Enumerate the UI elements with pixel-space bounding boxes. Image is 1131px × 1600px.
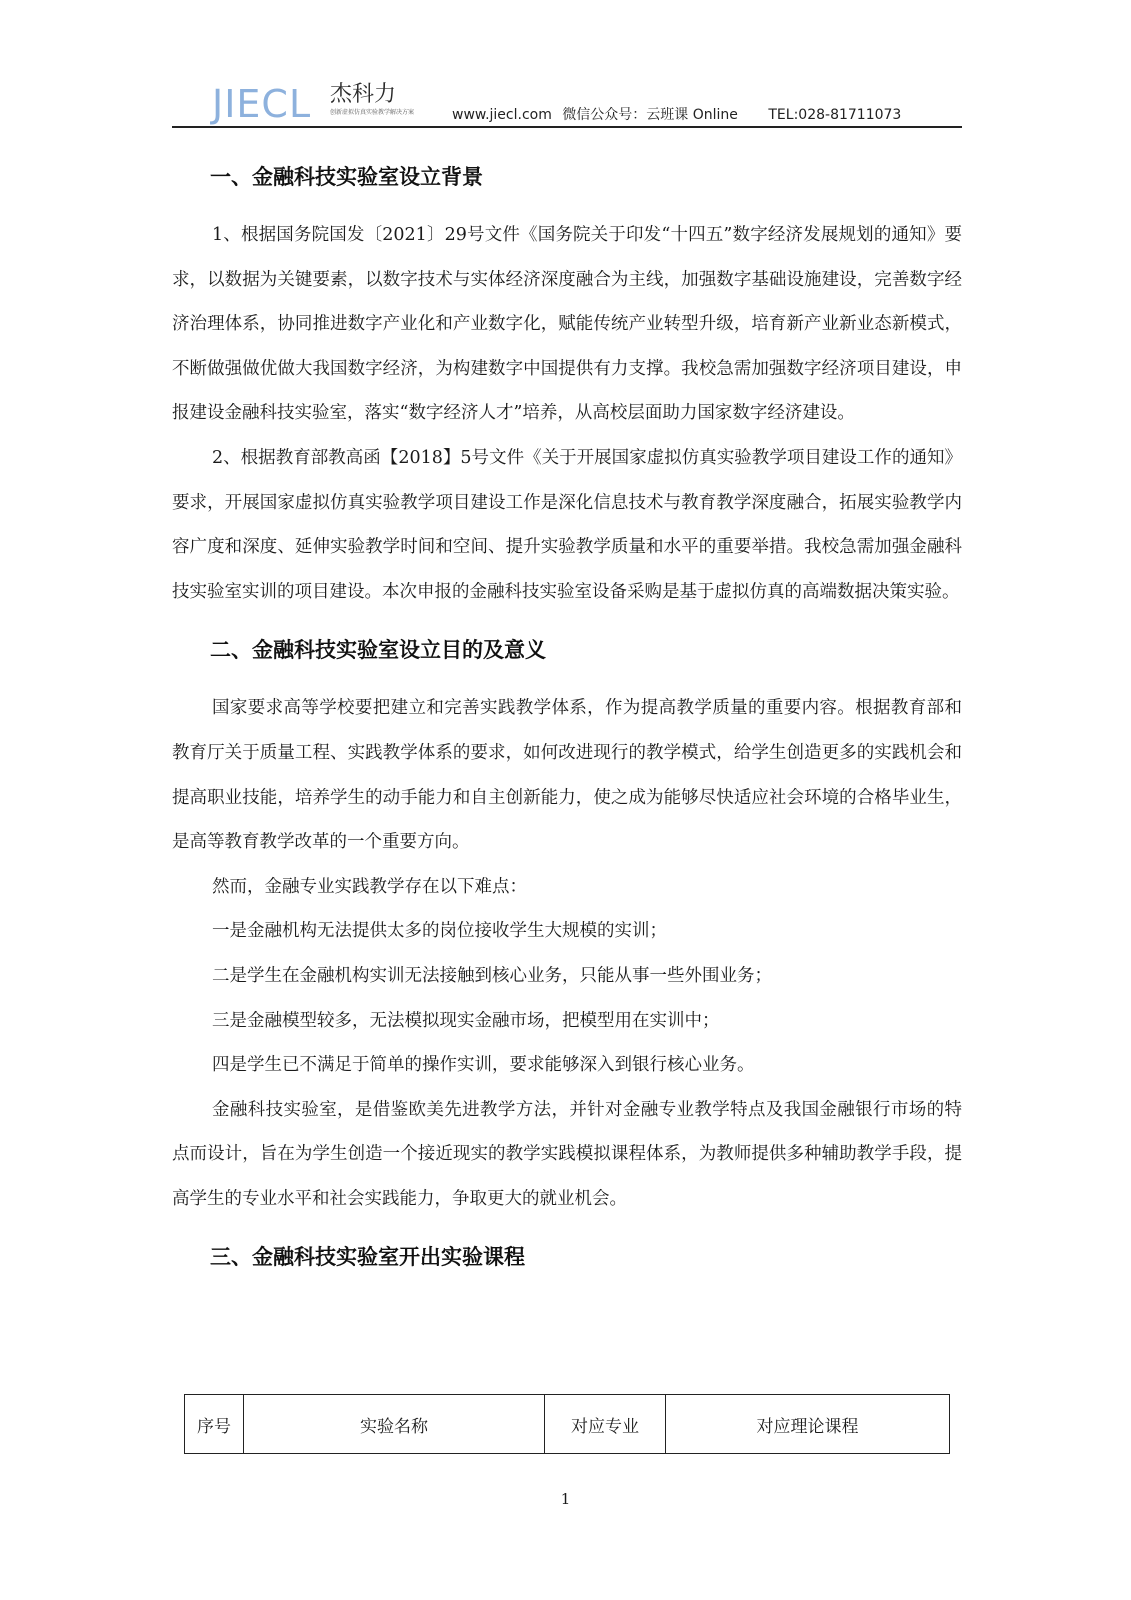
section-heading-background: 一、金融科技实验室设立背景 xyxy=(210,165,483,189)
logo-mark: JIECL xyxy=(212,82,312,126)
list-item: 二是学生在金融机构实训无法接触到核心业务，只能从事一些外围业务； xyxy=(212,965,772,986)
paragraph: 国家要求高等学校要把建立和完善实践教学体系，作为提高教学质量的重要内容。根据教育部和教育厅关于质量工程、实践教学体系的要求，如何改进现行的教学模式，给学生创造更多的实践机会和提高职业技能，培养学生的动手能力和自主创新能力，使之成为能够尽快适应社会环境的合格毕业生，是高等教育教学改革的一个重要方向。 xyxy=(172,698,962,853)
header-tel: TEL:028-81711073 xyxy=(768,107,902,123)
logo-tagline: 创新虚拟仿真实验教学解决方案 xyxy=(330,109,415,116)
paragraph: 1、根据国务院国发〔2021〕29号文件《国务院关于印发“十四五”数字经济发展规划的通知》要求，以数据为关键要素，以数字技术与实体经济深度融合为主线，加强数字基础设施建设，完善数字经济治理体系，协同推进数字产业化和产业数字化，赋能传统产业转型升级，培育新产业新业态新模式，不断做强做优做大我国数字经济，为构建数字中国提供有力支撑。我校急需加强数字经济项目建设，申报建设金融科技实验室，落实“数字经济人才”培养，从高校层面助力国家数字经济建设。 xyxy=(172,225,962,424)
page-header xyxy=(172,72,962,128)
header-website: www.jiecl.com xyxy=(452,107,552,123)
list-item: 四是学生已不满足于简单的操作实训，要求能够深入到银行核心业务。 xyxy=(212,1055,755,1076)
paragraph: 然而，金融专业实践教学存在以下难点： xyxy=(212,876,527,897)
table-header-row xyxy=(185,1395,950,1454)
list-item: 三是金融模型较多，无法模拟现实金融市场，把模型用在实训中； xyxy=(212,1010,720,1031)
section-heading-purpose: 二、金融科技实验室设立目的及意义 xyxy=(210,638,546,663)
logo-chinese-name: 杰科力 xyxy=(330,82,397,107)
paragraph: 金融科技实验室，是借鉴欧美先进教学方法，并针对金融专业教学特点及我国金融银行市场的特点而设计，旨在为学生创造一个接近现实的教学实践模拟课程体系，为教师提供多种辅助教学手段，提高学生的专业水平和社会实践能力，争取更大的就业机会。 xyxy=(172,1099,962,1209)
section-heading-courses: 三、金融科技实验室开出实验课程 xyxy=(210,1245,525,1270)
paragraph: 2、根据教育部教高函【2018】5号文件《关于开展国家虚拟仿真实验教学项目建设工作的通知》要求，开展国家虚拟仿真实验教学项目建设工作是深化信息技术与教育教学深度融合，拓展实验教学内容广度和深度、延伸实验教学时间和空间、提升实验教学质量和水平的重要举措。我校急需加强金融科技实验室实训的项目建设。本次申报的金融科技实验室设备采购是基于虚拟仿真的高端数据决策实验。 xyxy=(172,447,962,602)
table-header-cell: 对应理论课程 xyxy=(666,1395,950,1454)
list-item: 一是金融机构无法提供太多的岗位接收学生大规模的实训； xyxy=(212,921,667,942)
table-header-cell: 序号 xyxy=(185,1395,244,1454)
course-table xyxy=(184,1394,950,1454)
header-wechat: 微信公众号：云班课 Online xyxy=(562,107,738,123)
page-number: 1 xyxy=(560,1490,571,1508)
table-header-cell: 实验名称 xyxy=(244,1395,545,1454)
document-body xyxy=(172,140,962,1271)
table-header-cell: 对应专业 xyxy=(545,1395,666,1454)
header-contact-info xyxy=(452,104,907,124)
header-divider xyxy=(172,126,962,128)
